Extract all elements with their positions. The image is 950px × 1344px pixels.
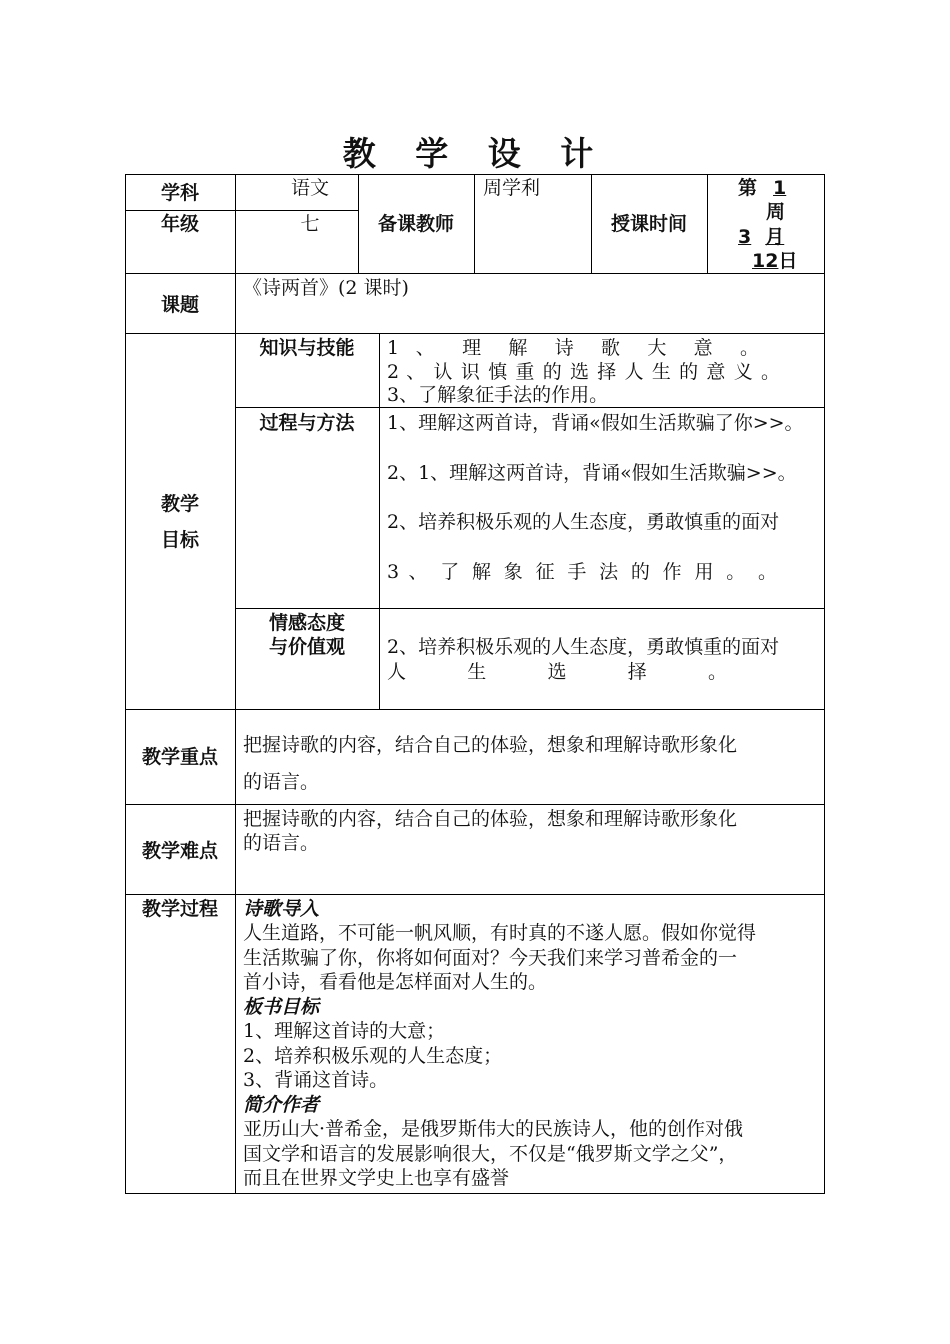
document-title: 教 学 设 计 xyxy=(342,134,608,173)
process-line-3: 2、培养积极乐观的人生态度，勇敢慎重的面对 xyxy=(387,511,780,533)
key-point-line-1: 把握诗歌的内容，结合自己的体验，想象和理解诗歌形象化 xyxy=(243,734,738,756)
time-week-prefix: 第 xyxy=(738,177,758,199)
teacher-label: 备课教师 xyxy=(377,213,454,235)
topic-label: 课题 xyxy=(160,294,199,316)
author-line-1: 亚历山大·普希金，是俄罗斯伟大的民族诗人，他的创作对俄 xyxy=(243,1118,744,1140)
author-line-2: 国文学和语言的发展影响很大，不仅是“俄罗斯文学之父”， xyxy=(243,1143,738,1165)
key-point-line-2: 的语言。 xyxy=(243,771,320,793)
key-point-label: 教学重点 xyxy=(141,746,218,768)
process-line-2: 2、1、理解这两首诗，背诵«假如生活欺骗>>。 xyxy=(387,462,797,484)
knowledge-label: 知识与技能 xyxy=(259,337,355,359)
process-line-4: 3 、 了 解 象 征 手 法 的 作 用 。 。 xyxy=(387,561,777,583)
time-day-word: 日 xyxy=(778,250,798,272)
grade-value: 七 xyxy=(300,213,320,235)
time-label: 授课时间 xyxy=(610,213,687,235)
heading-board-goals: 板书目标 xyxy=(243,996,320,1018)
grade-label: 年级 xyxy=(160,213,199,235)
emotion-line-2: 人 生 选 择 。 xyxy=(387,661,727,683)
emotion-label-line1: 情感态度 xyxy=(268,612,345,634)
time-month-word: 月 xyxy=(765,226,785,248)
knowledge-line-1: 1 、 理 解 诗 歌 大 意 。 xyxy=(387,337,759,359)
heading-author-intro: 简介作者 xyxy=(243,1094,320,1116)
knowledge-line-2: 2 、 认 识 慎 重 的 选 择 人 生 的 意 义 。 xyxy=(387,361,780,383)
time-week-number: 1 xyxy=(773,177,787,199)
emotion-label-line2: 与价值观 xyxy=(268,636,345,658)
goals-label-line1: 教学 xyxy=(160,493,199,515)
heading-poem-intro: 诗歌导入 xyxy=(243,898,320,920)
intro-line-2: 生活欺骗了你，你将如何面对？今天我们来学习普希金的一 xyxy=(243,947,738,969)
subject-value: 语文 xyxy=(290,177,329,199)
difficulty-label: 教学难点 xyxy=(141,840,218,862)
goals-label-line2: 目标 xyxy=(160,529,199,551)
board-goal-1: 1、理解这首诗的大意； xyxy=(243,1020,446,1042)
teacher-value: 周学利 xyxy=(483,177,541,199)
board-goal-2: 2、培养积极乐观的人生态度； xyxy=(243,1045,503,1067)
intro-line-1: 人生道路，不可能一帆风顺，有时真的不遂人愿。假如你觉得 xyxy=(243,922,757,944)
emotion-line-1: 2、培养积极乐观的人生态度，勇敢慎重的面对 xyxy=(387,636,780,658)
knowledge-line-3: 3、了解象征手法的作用。 xyxy=(387,384,609,406)
topic-value: 《诗两首》(2 课时) xyxy=(243,277,409,299)
author-line-3: 而且在世界文学史上也享有盛誉 xyxy=(243,1167,510,1189)
process-line-1: 1、理解这两首诗，背诵«假如生活欺骗了你>>。 xyxy=(387,412,804,434)
difficulty-line-2: 的语言。 xyxy=(243,832,320,854)
process-section-label: 教学过程 xyxy=(141,898,218,920)
difficulty-line-1: 把握诗歌的内容，结合自己的体验，想象和理解诗歌形象化 xyxy=(243,808,738,830)
time-day-number: 12 xyxy=(752,250,779,272)
time-week-suffix: 周 xyxy=(766,201,786,223)
time-month-number: 3 xyxy=(738,226,752,248)
process-method-label: 过程与方法 xyxy=(259,412,355,434)
intro-line-3: 首小诗，看看他是怎样面对人生的。 xyxy=(243,971,548,993)
board-goal-3: 3、背诵这首诗。 xyxy=(243,1069,389,1091)
subject-label: 学科 xyxy=(160,182,199,204)
